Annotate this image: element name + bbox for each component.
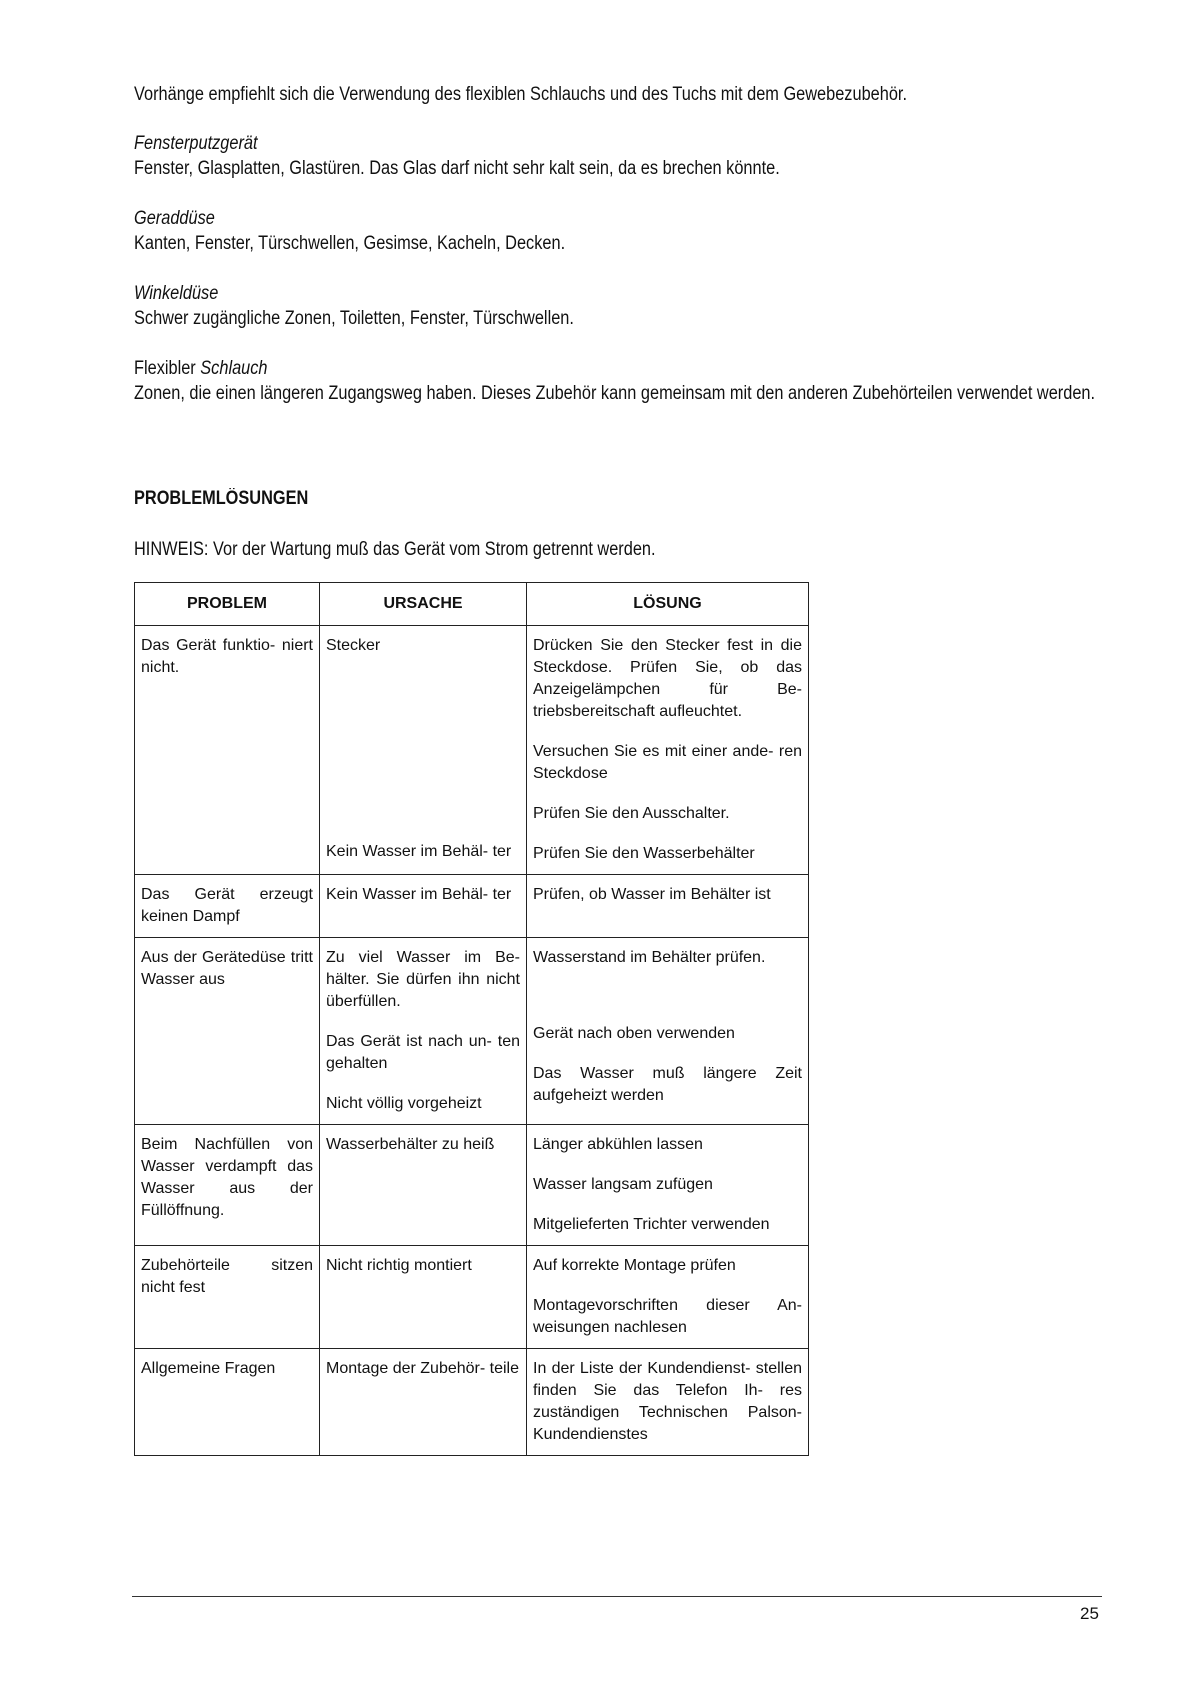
solution-text: Wasserstand im Behälter prüfen. [533, 949, 766, 966]
accessory-text: Kanten, Fenster, Türschwellen, Gesimse, Kacheln, Decken. [134, 233, 566, 254]
accessory-title: Geraddüse [134, 208, 215, 229]
footer-divider [132, 1596, 1102, 1597]
cause-cell [320, 938, 527, 1125]
accessory-text: Schwer zugängliche Zonen, Toiletten, Fenster, Türschwellen. [134, 308, 574, 329]
solution-text: Prüfen Sie den Wasserbehälter [533, 845, 755, 862]
accessory-text: Fenster, Glasplatten, Glastüren. Das Glas darf nicht sehr kalt sein, da es brechen könnte. [134, 158, 780, 179]
cause-cell: Wasserbehälter zu heiß [320, 1125, 527, 1246]
solution-text: Gerät nach oben verwenden [533, 1025, 735, 1042]
problem-cell: Das Gerät erzeugt keinen Dampf [135, 875, 320, 938]
solution-cell [527, 626, 809, 875]
accessory-title: Fensterputzgerät [134, 133, 258, 154]
solution-text: Montagevorschriften dieser An- weisungen nachlesen [533, 1297, 802, 1336]
accessory-winkelduese [134, 281, 1100, 331]
problem-cell: Allgemeine Fragen [135, 1349, 320, 1456]
accessory-text: Zonen, die einen längeren Zugangsweg haben. Dieses Zubehör kann gemeinsam mit den anderen Zubehörteilen verwendet werden. [134, 383, 1096, 404]
problem-cell: Das Gerät funktio- niert nicht. [135, 626, 320, 875]
solution-text: Drücken Sie den Stecker fest in die Steckdose. Prüfen Sie, ob das Anzeigelämpchen für Be- triebsbereitschaft aufleuchtet. [533, 637, 802, 720]
accessory-geraddüse [134, 206, 1100, 256]
accessory-title: Schlauch [200, 358, 268, 379]
cause-text: Kein Wasser im Behäl- ter [326, 843, 512, 860]
section-heading: PROBLEMLÖSUNGEN [134, 488, 309, 509]
problem-cell: Beim Nachfüllen von Wasser verdampft das Wasser aus der Füllöffnung. [135, 1125, 320, 1246]
header-cause: URSACHE [320, 583, 527, 626]
accessory-title: Winkeldüse [134, 283, 219, 304]
solution-cell [527, 1246, 809, 1349]
cause-cell: Montage der Zubehör- teile [320, 1349, 527, 1456]
header-solution: LÖSUNG [527, 583, 809, 626]
cause-text: Nicht völlig vorgeheizt [326, 1095, 482, 1112]
intro-line: Vorhänge empfiehlt sich die Verwendung des flexiblen Schlauchs und des Tuchs mit dem Gewebezubehör. [134, 84, 908, 105]
solution-cell [527, 1125, 809, 1246]
accessory-prefix: Flexibler [134, 358, 201, 379]
troubleshooting-table [134, 582, 809, 1456]
solution-cell: In der Liste der Kundendienst- stellen finden Sie das Telefon Ih- res zuständigen Technischen Palson-Kundendienstes [527, 1349, 809, 1456]
problem-cell: Aus der Gerätedüse tritt Wasser aus [135, 938, 320, 1125]
solution-text: Mitgelieferten Trichter verwenden [533, 1216, 770, 1233]
accessory-schlauch [134, 356, 1100, 406]
table-row [135, 875, 809, 938]
solution-cell: Prüfen, ob Wasser im Behälter ist [527, 875, 809, 938]
solution-text: Das Wasser muß längere Zeit aufgeheizt werden [533, 1065, 802, 1104]
solution-text: Prüfen Sie den Ausschalter. [533, 805, 730, 822]
table-row [135, 1125, 809, 1246]
table-header-row [135, 583, 809, 626]
cause-text: Stecker [326, 637, 381, 654]
table-row [135, 938, 809, 1125]
problem-cell: Zubehörteile sitzen nicht fest [135, 1246, 320, 1349]
cause-cell [320, 626, 527, 875]
header-problem: PROBLEM [135, 583, 320, 626]
page-number: 25 [1080, 1604, 1099, 1623]
maintenance-note: HINWEIS: Vor der Wartung muß das Gerät vom Strom getrennt werden. [134, 539, 656, 560]
cause-text: Zu viel Wasser im Be- hälter. Sie dürfen ihn nicht überfüllen. [326, 949, 520, 1010]
solution-text: Wasser langsam zufügen [533, 1176, 713, 1193]
accessory-fensterputzgeraet [134, 131, 1100, 181]
table-row [135, 1349, 809, 1456]
table-row [135, 1246, 809, 1349]
solution-cell [527, 938, 809, 1125]
cause-text: Das Gerät ist nach un- ten gehalten [326, 1033, 520, 1072]
cause-cell: Kein Wasser im Behäl- ter [320, 875, 527, 938]
table-row [135, 626, 809, 875]
solution-text: Länger abkühlen lassen [533, 1136, 703, 1153]
solution-text: Auf korrekte Montage prüfen [533, 1257, 736, 1274]
cause-cell: Nicht richtig montiert [320, 1246, 527, 1349]
intro-paragraph [134, 82, 1100, 107]
solution-text: Versuchen Sie es mit einer ande- ren Steckdose [533, 743, 802, 782]
